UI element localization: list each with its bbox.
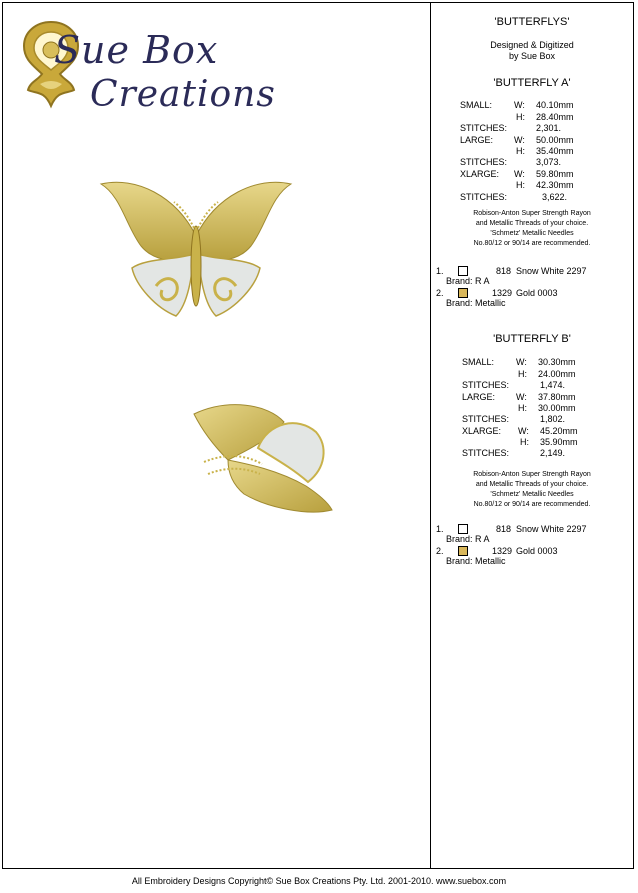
a-xlarge-stitches: 3,622.	[542, 192, 568, 202]
b-xlarge-h-label: H:	[520, 437, 529, 447]
b-thread-1-brand: Brand: R A	[446, 534, 490, 544]
b-large-h: 30.00mm	[538, 403, 576, 413]
logo-line2: Creations	[90, 74, 276, 115]
b-thread-2-num: 2.	[436, 546, 444, 556]
design-b-title: 'BUTTERFLY B'	[493, 333, 571, 345]
sue-box-logo	[16, 14, 276, 124]
b-thread-2-code: 1329	[492, 546, 513, 556]
logo-line1: Sue Box	[54, 28, 219, 72]
b-thread-1-code: 818	[496, 524, 512, 534]
b-thread-1-num: 1.	[436, 524, 444, 534]
a-note-1: Robison-Anton Super Strength Rayon	[473, 210, 591, 217]
collection-title: 'BUTTERFLYS'	[494, 16, 570, 28]
b-large-w: 37.80mm	[538, 392, 576, 402]
butterfly-a-image	[96, 176, 296, 322]
b-large-w-label: W:	[516, 392, 527, 402]
b-small-label: SMALL:	[462, 357, 495, 367]
b-xlarge-stitches-label: STITCHES:	[462, 448, 510, 458]
a-small-w-label: W:	[514, 100, 525, 110]
a-xlarge-h-label: H:	[516, 180, 525, 190]
a-note-3: 'Schmetz' Metallic Needles	[490, 230, 574, 237]
a-thread-2-code: 1329	[492, 288, 513, 298]
b-xlarge-h: 35.90mm	[540, 437, 578, 447]
credit-line1: Designed & Digitized	[490, 40, 574, 50]
a-xlarge-w: 59.80mm	[536, 169, 574, 179]
b-note-1: Robison-Anton Super Strength Rayon	[473, 471, 591, 478]
a-xlarge-stitches-label: STITCHES:	[460, 192, 508, 202]
a-small-stitches: 2,301.	[536, 123, 562, 133]
a-thread-1-swatch	[458, 266, 468, 276]
a-xlarge-h: 42.30mm	[536, 180, 574, 190]
b-xlarge-w: 45.20mm	[540, 426, 578, 436]
b-note-2: and Metallic Threads of your choice.	[475, 481, 589, 488]
credit-line2: by Sue Box	[508, 51, 556, 61]
b-large-stitches: 1,802.	[540, 414, 566, 424]
a-large-label: LARGE:	[460, 135, 494, 145]
b-xlarge-label: XLARGE:	[462, 426, 502, 436]
a-thread-1-brand: Brand: R A	[446, 276, 490, 286]
a-small-h: 28.40mm	[536, 112, 574, 122]
a-note-2: and Metallic Threads of your choice.	[475, 220, 589, 227]
a-large-stitches-label: STITCHES:	[460, 157, 508, 167]
a-small-h-label: H:	[516, 112, 525, 122]
b-xlarge-w-label: W:	[518, 426, 529, 436]
b-thread-1-name: Snow White 2297	[516, 524, 587, 534]
b-small-w-label: W:	[516, 357, 527, 367]
a-small-label: SMALL:	[460, 100, 493, 110]
b-xlarge-stitches: 2,149.	[540, 448, 566, 458]
a-small-w: 40.10mm	[536, 100, 574, 110]
b-small-h-label: H:	[518, 369, 527, 379]
b-small-stitches-label: STITCHES:	[462, 380, 510, 390]
b-thread-2-brand: Brand: Metallic	[446, 556, 506, 566]
a-thread-1-name: Snow White 2297	[516, 266, 587, 276]
a-thread-1-code: 818	[496, 266, 512, 276]
column-divider	[430, 2, 431, 869]
butterfly-b-image	[188, 398, 336, 520]
a-thread-2-num: 2.	[436, 288, 444, 298]
a-thread-2-brand: Brand: Metallic	[446, 298, 506, 308]
b-large-stitches-label: STITCHES:	[462, 414, 510, 424]
a-small-stitches-label: STITCHES:	[460, 123, 508, 133]
a-note-4: No.80/12 or 90/14 are recommended.	[473, 240, 591, 247]
a-xlarge-label: XLARGE:	[460, 169, 500, 179]
a-thread-2-swatch	[458, 288, 468, 298]
design-a-title: 'BUTTERFLY A'	[493, 77, 571, 89]
a-xlarge-w-label: W:	[514, 169, 525, 179]
copyright-footer: All Embroidery Designs Copyright© Sue Box Creations Pty. Ltd. 2001-2010. www.suebox.com	[131, 876, 507, 886]
a-large-stitches: 3,073.	[536, 157, 562, 167]
b-small-w: 30.30mm	[538, 357, 576, 367]
a-thread-1-num: 1.	[436, 266, 444, 276]
b-large-label: LARGE:	[462, 392, 496, 402]
b-small-stitches: 1,474.	[540, 380, 566, 390]
a-large-w-label: W:	[514, 135, 525, 145]
a-large-w: 50.00mm	[536, 135, 574, 145]
a-large-h: 35.40mm	[536, 146, 574, 156]
b-thread-2-name: Gold 0003	[516, 546, 558, 556]
b-thread-1-swatch	[458, 524, 468, 534]
b-large-h-label: H:	[518, 403, 527, 413]
a-large-h-label: H:	[516, 146, 525, 156]
b-small-h: 24.00mm	[538, 369, 576, 379]
b-note-4: No.80/12 or 90/14 are recommended.	[473, 501, 591, 508]
b-note-3: 'Schmetz' Metallic Needles	[490, 491, 574, 498]
a-thread-2-name: Gold 0003	[516, 288, 558, 298]
b-thread-2-swatch	[458, 546, 468, 556]
